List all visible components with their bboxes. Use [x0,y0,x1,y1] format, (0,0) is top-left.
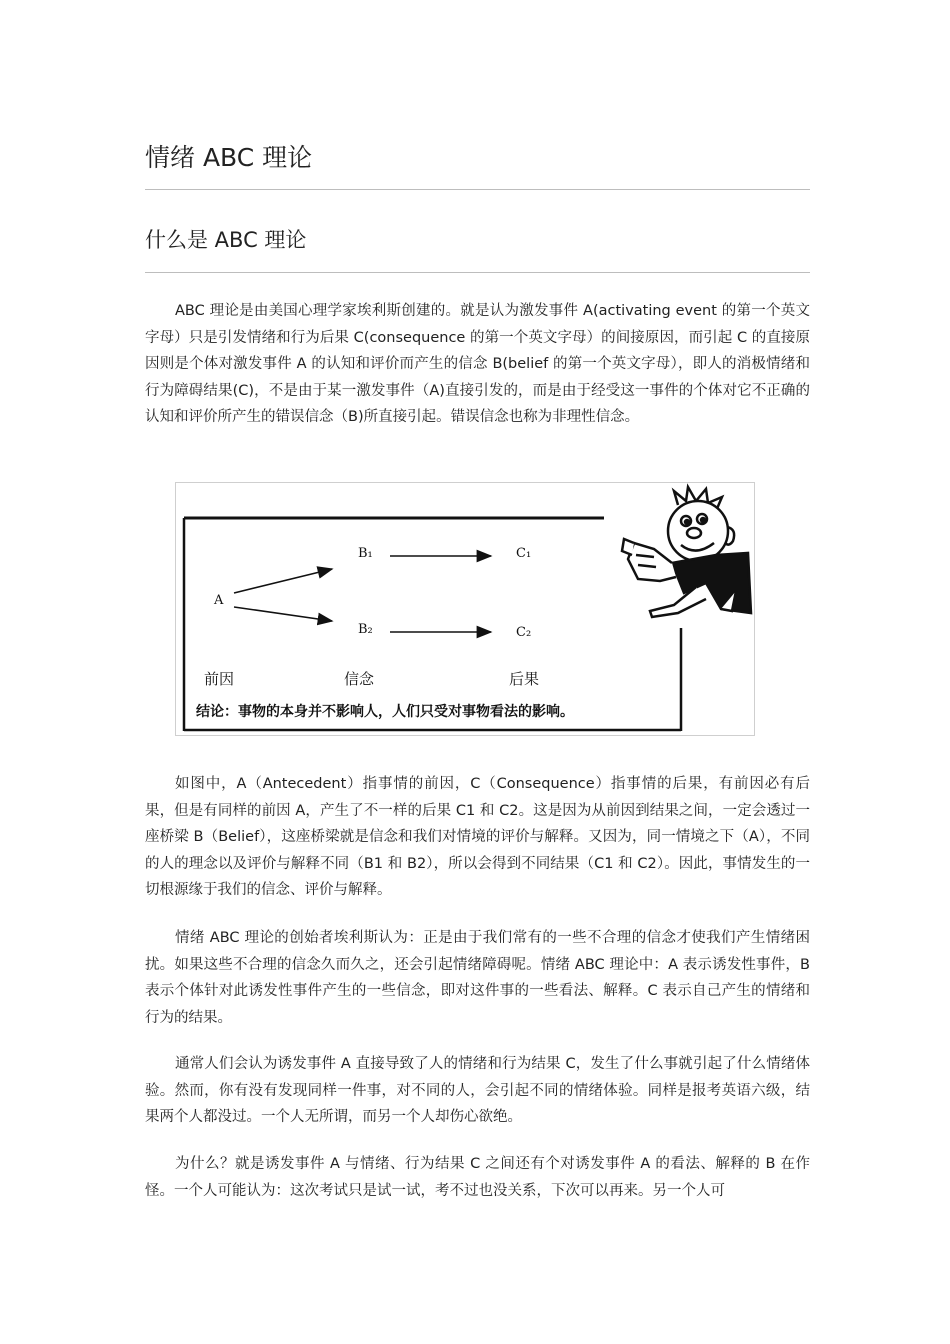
title-divider [145,189,810,190]
section-divider [145,272,810,273]
paragraph-1: ABC 理论是由美国心理学家埃利斯创建的。就是认为激发事件 A(activating event 的第一个英文字母）只是引发情绪和行为后果 C(consequence 的第一个英文字母）的间接原因，而引起 C 的直接原因则是个体对激发事件 A 的认知和评价而产生的信念 B(belief 的第一个英文字母），即人的消极情绪和行为障碍结果(C)，不是由于某一激发事件（A)直接引发的，而是由于经受这一事件的个体对它不正确的认知和评价所产生的错误信念（B)所直接引起。错误信念也称为非理性信念。 [145,303,810,425]
document-title: 情绪 ABC 理论 [145,143,313,172]
cartoon-man-pointing-illustration [622,487,751,617]
paragraph-2: 如图中，A（Antecedent）指事情的前因，C（Consequence）指事情的后果，有前因必有后果，但是有同样的前因 A，产生了不一样的后果 C1 和 C2。这是因为从前因到结果之间，一定会透过一座桥梁 B（Belief），这座桥梁就是信念和我们对情境的评价与解释。又因为，同一情境之下（A），不同的人的理念以及评价与解释不同（B1 和 B2），所以会得到不同结果（C1 和 C2）。因此，事情发生的一切根源缘于我们的信念、评价与解释。 [145,776,810,898]
column-belief-label: 信念 [344,670,375,688]
node-a-label: A [214,593,224,608]
node-b2-label: B₂ [358,622,373,637]
column-cause-label: 前因 [204,670,235,688]
node-b1-label: B₁ [358,546,373,561]
diagram-conclusion-text: 结论：事物的本身并不影响人，人们只受对事物看法的影响。 [196,704,574,720]
abc-diagram [176,483,756,737]
paragraph-4: 通常人们会认为诱发事件 A 直接导致了人的情绪和行为结果 C，发生了什么事就引起了什么情绪体验。然而，你有没有发现同样一件事，对不同的人，会引起不同的情绪体验。同样是报考英语六级，结果两个人都没过。一个人无所谓，而另一个人却伤心欲绝。 [145,1056,810,1125]
paragraph-3: 情绪 ABC 理论的创始者埃利斯认为：正是由于我们常有的一些不合理的信念才使我们产生情绪困扰。如果这些不合理的信念久而久之，还会引起情绪障碍呢。情绪 ABC 理论中：A 表示诱发性事件，B 表示个体针对此诱发性事件产生的一些信念，即对这件事的一些看法、解释。C 表示自己产生的情绪和行为的结果。 [145,930,810,1026]
node-c1-label: C₁ [516,546,532,561]
section-heading: 什么是 ABC 理论 [145,228,307,252]
arrow-a-b1 [234,569,332,593]
column-result-label: 后果 [509,670,540,688]
paragraph-5: 为什么？就是诱发事件 A 与情绪、行为结果 C 之间还有个对诱发事件 A 的看法、解释的 B 在作怪。一个人可能认为：这次考试只是试一试，考不过也没关系，下次可以再来。另一个人可 [145,1156,810,1199]
arrow-a-b2 [234,607,332,621]
abc-diagram-figure [175,482,755,736]
node-c2-label: C₂ [516,625,532,640]
